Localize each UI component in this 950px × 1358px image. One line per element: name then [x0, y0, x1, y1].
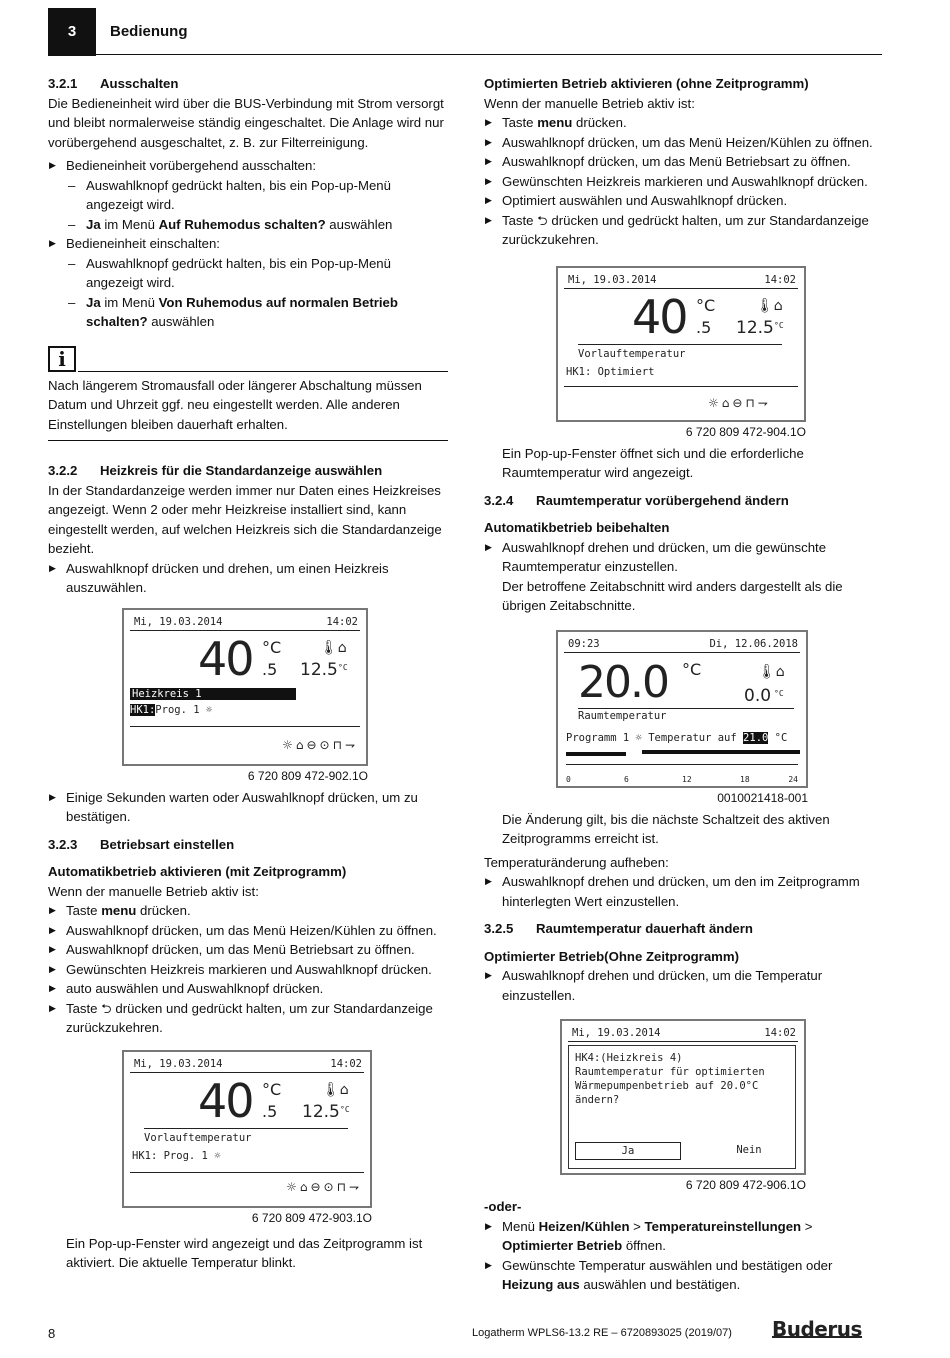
sun-icon: ☼ — [635, 731, 642, 744]
right-column — [484, 72, 884, 1295]
temp-unit: °C — [262, 637, 282, 657]
figure-caption: 6 720 809 472-902.1O — [247, 768, 368, 783]
sub-heading: Automatikbetrieb beibehalten — [484, 520, 670, 535]
instruction-step: ▶ Auswahlknopf drücken, um das Menü Heizen/Kühlen zu öffnen. — [484, 133, 884, 153]
instruction-step: ▶ Taste menu drücken. — [484, 113, 884, 133]
display-screen: Mi, 19.03.2014 14:02 40 °C .5 12.5 °C 🌡⌂ Vorlauftemperatur HK1: Prog. 1 ☼ ☼⌂⊖⊙⊓⇁ — [122, 1050, 372, 1208]
instruction-step: ▶ Optimiert auswählen und Auswahlknopf drücken. — [484, 191, 884, 211]
yes-button[interactable]: Ja — [575, 1142, 681, 1160]
time: 14:02 — [764, 1027, 796, 1039]
figure-903 — [122, 1050, 372, 1226]
status-icons: ☼⌂⊖⊙⊓⇁ — [286, 1179, 362, 1194]
figure-caption: 6 720 809 472-904.1O — [685, 424, 806, 439]
display-screen: 09:23 Di, 12.06.2018 20.0 °C 0.0 °C 🌡⌂ Raumtemperatur Programm 1 ☼ Temperatur auf 21.0 °C 0 6 12 18 24 — [556, 630, 808, 788]
status-icons: ☼⌂⊖⊙⊓⇁ — [282, 737, 358, 752]
outdoor-temperature: 0.0 — [744, 685, 772, 706]
instruction-step: ▶ Bedieneinheit vorübergehend ausschalten: — [48, 156, 448, 176]
sub-heading: Optimierten Betrieb aktivieren (ohne Zeitprogramm) — [484, 76, 809, 91]
instruction-step: ▶ Auswahlknopf drücken und drehen, um einen Heizkreis auszuwählen. — [48, 559, 448, 598]
section-heading-3-2-4: 3.2.4 Raumtemperatur vorübergehend ändern — [484, 492, 789, 508]
instruction-step: ▶ Gewünschten Heizkreis markieren und Auswahlknopf drücken. — [48, 960, 448, 980]
circuit-status: HK1: Optimiert — [566, 365, 655, 378]
section-heading-3-2-3: 3.2.3 Betriebsart einstellen — [48, 836, 235, 852]
instruction-step: ▶ Bedieneinheit einschalten: — [48, 234, 448, 254]
thermometer-house-icon: 🌡⌂ — [322, 1081, 349, 1098]
document-id: Logatherm WPLS6-13.2 RE – 6720893025 (2019/07) — [472, 1327, 732, 1339]
instruction-step: ▶ Auswahlknopf drehen und drücken, um den im Zeitprogramm hinterlegten Wert einzustellen. — [484, 872, 884, 911]
room-temperature: 12.5 — [736, 317, 774, 338]
info-text: Nach längerem Stromausfall oder längerer Abschaltung müssen Datum und Uhrzeit ggf. neu eingestellt werden. Alle anderen Einstellungen bleiben dauerhaft erhalten. — [48, 377, 422, 432]
instruction-step: ▶ Taste menu drücken. — [48, 901, 448, 921]
time: 14:02 — [330, 1057, 362, 1070]
info-icon: i — [48, 346, 76, 372]
sun-icon: ☼ — [205, 703, 213, 716]
room-temperature: 12.5 — [300, 659, 338, 680]
time-segment-active — [642, 750, 800, 754]
selected-circuit: Heizkreis 1 — [130, 688, 296, 700]
temp-decimal: .5 — [262, 659, 278, 679]
buderus-logo: Buderus — [772, 1317, 862, 1341]
header-rule — [96, 54, 882, 55]
instruction-step: ▶ Menü Heizen/Kühlen > Temperatureinstellungen > Optimierter Betrieb öffnen. — [484, 1217, 884, 1256]
section-heading-3-2-5: 3.2.5 Raumtemperatur dauerhaft ändern — [484, 921, 753, 936]
date: Mi, 19.03.2014 — [134, 1057, 223, 1070]
left-column — [48, 72, 448, 1273]
timeline-ticks: 0 6 12 18 24 — [566, 774, 798, 784]
time: 09:23 — [568, 637, 600, 650]
status-icons: ☼⌂⊖⊓⇁ — [708, 395, 771, 410]
sub-step: – Auswahlknopf gedrückt halten, bis ein Pop-up-Menü angezeigt wird. — [48, 176, 448, 215]
flow-temperature: 40 — [632, 289, 687, 344]
instruction-step: ▶ Auswahlknopf drehen und drücken, um die gewünschte Raumtemperatur einzustellen. — [484, 538, 884, 577]
paragraph: Ein Pop-up-Fenster öffnet sich und die erforderliche Raumtemperatur wird angezeigt. — [502, 445, 804, 480]
chapter-title: Bedienung — [110, 23, 188, 40]
display-screen: Mi, 19.03.2014 14:02 40 °C .5 12.5 °C 🌡⌂ Vorlauftemperatur HK1: Optimiert ☼⌂⊖⊓⇁ — [556, 266, 806, 422]
figure-904 — [556, 266, 806, 440]
oder-label: -oder- — [484, 1199, 522, 1214]
instruction-step: ▶ Gewünschte Temperatur auswählen und bestätigen oder Heizung aus auswählen und bestätigen. — [484, 1256, 884, 1295]
instruction-step: ▶ Auswahlknopf drücken, um das Menü Betriebsart zu öffnen. — [48, 940, 448, 960]
info-note — [48, 346, 448, 442]
thermometer-house-icon: 🌡⌂ — [756, 297, 783, 314]
time-segment — [566, 752, 626, 756]
paragraph: Die Änderung gilt, bis die nächste Schaltzeit des aktiven Zeitprogramms erreicht ist. — [502, 811, 830, 846]
instruction-step: ▶ Auswahlknopf drücken, um das Menü Heizen/Kühlen zu öffnen. — [48, 921, 448, 941]
figure-caption: 0010021418-001 — [717, 790, 808, 805]
program-row: Programm 1 ☼ Temperatur auf 21.0 °C — [566, 731, 788, 744]
chapter-number: 3 — [48, 8, 96, 56]
date: Di, 12.06.2018 — [709, 637, 798, 650]
paragraph: Temperaturänderung aufheben: — [484, 854, 669, 870]
temp-label: Raumtemperatur — [578, 709, 667, 722]
figure-902 — [122, 608, 368, 784]
figure-caption: 6 720 809 472-906.1O — [685, 1178, 806, 1192]
display-screen — [560, 1019, 806, 1175]
circuit-status: HK1: Prog. 1 ☼ — [132, 1149, 221, 1162]
instruction-step: ▶ auto auswählen und Auswahlknopf drücken. — [48, 979, 448, 999]
sun-icon: ☼ — [214, 1149, 221, 1162]
room-temperature: 12.5 — [302, 1101, 340, 1122]
section-heading-3-2-1: 3.2.1 Ausschalten — [48, 76, 179, 91]
instruction-step: ▶ Taste ⮌ drücken und gedrückt halten, um zur Standardanzeige zurückzukehren. — [484, 211, 884, 250]
date: Mi, 19.03.2014 — [134, 615, 223, 628]
popup-dialog: HK4:(Heizkreis 4) Raumtemperatur für optimierten Wärmepumpenbetrieb auf 20.0°C ändern? Ja Nein — [568, 1045, 796, 1169]
instruction-step: ▶ Auswahlknopf drücken, um das Menü Betriebsart zu öffnen. — [484, 152, 884, 172]
instruction-step: ▶ Taste ⮌ drücken und gedrückt halten, um zur Standardanzeige zurückzukehren. — [48, 999, 448, 1038]
figure-906 — [560, 1019, 806, 1193]
flow-temperature: 40 — [198, 1073, 253, 1128]
instruction-step: ▶ Auswahlknopf drehen und drücken, um die Temperatur einzustellen. — [484, 966, 884, 1005]
paragraph: Wenn der manuelle Betrieb aktiv ist: — [484, 95, 695, 111]
thermometer-house-icon: 🌡⌂ — [320, 639, 347, 656]
paragraph: In der Standardanzeige werden immer nur Daten eines Heizkreises angezeigt. Wenn 2 oder mehr Heizkreise installiert sind, kann eingestellt werden, auf welchen Heizkreis sich die Standardanzeige bezieht. — [48, 482, 442, 556]
no-button[interactable]: Nein — [736, 1144, 762, 1156]
figure-0010021418 — [556, 630, 808, 806]
section-heading-3-2-2: 3.2.2 Heizkreis für die Standardanzeige auswählen — [48, 463, 383, 478]
time: 14:02 — [764, 273, 796, 286]
figure-caption: 6 720 809 472-903.1O — [251, 1210, 372, 1225]
paragraph: Wenn der manuelle Betrieb aktiv ist: — [48, 883, 259, 899]
instruction-step: ▶ Gewünschten Heizkreis markieren und Auswahlknopf drücken. — [484, 172, 884, 192]
flow-label: Vorlauftemperatur — [578, 347, 686, 360]
time: 14:02 — [326, 615, 358, 628]
sub-step: – Ja im Menü Von Ruhemodus auf normalen Betrieb schalten? auswählen — [48, 293, 448, 332]
date: Mi, 19.03.2014 — [572, 1027, 661, 1039]
sub-heading: Automatikbetrieb aktivieren (mit Zeitprogramm) — [48, 864, 347, 879]
display-screen: Mi, 19.03.2014 14:02 40 °C .5 12.5 °C 🌡⌂ Heizkreis 1 HK1:Prog. 1 ☼ ☼⌂⊖⊙⊓⇁ — [122, 608, 368, 766]
page-number: 8 — [48, 1326, 56, 1341]
sub-step: – Ja im Menü Auf Ruhemodus schalten? auswählen — [48, 215, 448, 235]
step-note: Der betroffene Zeitabschnitt wird anders dargestellt als die übrigen Zeitabschnitte. — [502, 578, 843, 613]
paragraph: Ein Pop-up-Fenster wird angezeigt und das Zeitprogramm ist aktiviert. Die aktuelle Temperatur blinkt. — [66, 1235, 423, 1270]
sub-step: – Auswahlknopf gedrückt halten, bis ein Pop-up-Menü angezeigt wird. — [48, 254, 448, 293]
flow-temperature: 40 — [198, 631, 253, 686]
instruction-step: ▶ Einige Sekunden warten oder Auswahlknopf drücken, um zu bestätigen. — [48, 788, 448, 827]
thermometer-house-icon: 🌡⌂ — [758, 663, 785, 680]
sub-heading: Optimierter Betrieb(Ohne Zeitprogramm) — [484, 948, 739, 964]
flow-label: Vorlauftemperatur — [144, 1131, 252, 1144]
date: Mi, 19.03.2014 — [568, 273, 657, 286]
room-temperature-big: 20.0 — [578, 656, 668, 708]
paragraph: Die Bedieneinheit wird über die BUS-Verbindung mit Strom versorgt und bleibt normalerweise ständig eingeschaltet. Die Anlage wird nur vorübergehend ausgeschaltet, z. B. zur Filterreinigung. — [48, 95, 444, 150]
